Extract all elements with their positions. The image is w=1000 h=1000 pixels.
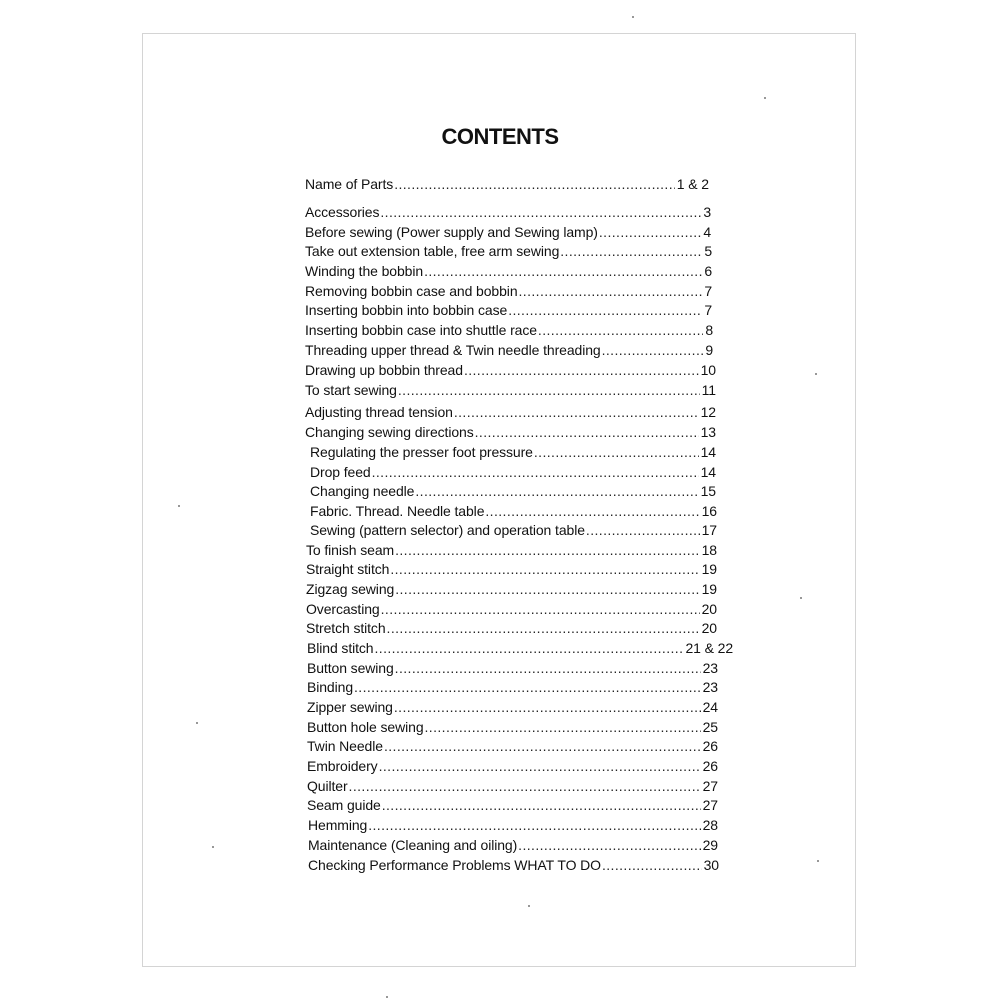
toc-entry-label: Zigzag sewing: [306, 581, 395, 597]
toc-entry-label: Drawing up bobbin thread: [305, 362, 463, 378]
scan-speck: [817, 860, 819, 862]
toc-entry-page: 17: [701, 522, 717, 538]
toc-entry-label: Stretch stitch: [306, 620, 386, 636]
toc-entry-page: 26: [702, 758, 718, 774]
dot-leader: [415, 483, 698, 499]
dot-leader: [395, 581, 699, 597]
dot-leader: [368, 817, 700, 833]
dot-leader: [485, 503, 699, 519]
toc-entry: [308, 817, 718, 837]
toc-entry-label: Sewing (pattern selector) and operation table: [310, 522, 585, 538]
dot-leader: [518, 837, 700, 853]
dot-leader: [372, 464, 699, 480]
dot-leader: [394, 176, 675, 192]
toc-entry-label: Inserting bobbin case into shuttle race: [305, 322, 537, 338]
toc-entry-page: 19: [701, 561, 717, 577]
toc-entry: [307, 640, 733, 660]
dot-leader: [382, 797, 701, 813]
dot-leader: [380, 204, 701, 220]
toc-entry-page: 3: [703, 204, 711, 220]
toc-entry: [310, 464, 716, 484]
scan-speck: [632, 16, 634, 18]
toc-entry: [305, 424, 716, 444]
toc-entry-label: Button hole sewing: [307, 719, 424, 735]
toc-entry-page: 27: [702, 778, 718, 794]
toc-entry-page: 19: [701, 581, 717, 597]
toc-entry-page: 16: [701, 503, 717, 519]
toc-entry-page: 7: [704, 302, 712, 318]
toc-entry-label: Changing needle: [310, 483, 415, 499]
toc-entry-page: 6: [704, 263, 712, 279]
toc-entry-label: Fabric. Thread. Needle table: [310, 503, 485, 519]
dot-leader: [375, 640, 684, 656]
toc-entry: [306, 561, 717, 581]
toc-entry-label: Removing bobbin case and bobbin: [305, 283, 518, 299]
toc-entry: [307, 699, 718, 719]
toc-entry-page: 23: [702, 660, 718, 676]
toc-entry-label: Threading upper thread & Twin needle threading: [305, 342, 601, 358]
toc-entry-label: Regulating the presser foot pressure: [310, 444, 533, 460]
dot-leader: [424, 263, 702, 279]
dot-leader: [475, 424, 699, 440]
toc-entry-page: 25: [702, 719, 718, 735]
toc-entry-label: Zipper sewing: [307, 699, 393, 715]
dot-leader: [387, 620, 700, 636]
dot-leader: [395, 660, 701, 676]
toc-entry-page: 1 & 2: [676, 176, 709, 192]
toc-entry-label: To start sewing: [305, 382, 397, 398]
toc-entry-page: 21 & 22: [685, 640, 733, 656]
toc-entry-label: Drop feed: [310, 464, 371, 480]
toc-entry-label: Maintenance (Cleaning and oiling): [308, 837, 518, 853]
toc-entry: [305, 382, 716, 402]
toc-entry-page: 14: [700, 444, 716, 460]
dot-leader: [398, 382, 700, 398]
toc-entry: [305, 176, 709, 196]
toc-entry-label: Name of Parts: [305, 176, 394, 192]
toc-entry: [307, 758, 718, 778]
toc-entry: [305, 263, 712, 283]
toc-entry: [306, 542, 717, 562]
toc-entry-label: Blind stitch: [307, 640, 374, 656]
dot-leader: [349, 778, 701, 794]
scan-speck: [764, 97, 766, 99]
toc-entry: [307, 797, 718, 817]
toc-entry: [305, 362, 716, 382]
dot-leader: [538, 322, 703, 338]
toc-entry: [305, 283, 712, 303]
toc-entry-label: Seam guide: [307, 797, 381, 813]
toc-entry-label: To finish seam: [306, 542, 395, 558]
toc-entry-page: 27: [702, 797, 718, 813]
toc-entry-label: Twin Needle: [307, 738, 383, 754]
toc-entry-page: 4: [703, 224, 711, 240]
toc-entry-page: 13: [700, 424, 716, 440]
dot-leader: [508, 302, 702, 318]
dot-leader: [425, 719, 701, 735]
toc-entry-page: 28: [702, 817, 718, 833]
scan-speck: [386, 996, 388, 998]
dot-leader: [454, 404, 699, 420]
toc-entry-page: 7: [704, 283, 712, 299]
toc-entry-label: Straight stitch: [306, 561, 390, 577]
toc-entry: [307, 719, 718, 739]
toc-entry-page: 29: [702, 837, 718, 853]
toc-entry: [305, 224, 711, 244]
dot-leader: [534, 444, 699, 460]
toc-entry-page: 20: [701, 620, 717, 636]
toc-entry-label: Adjusting thread tension: [305, 404, 453, 420]
toc-entry: [307, 660, 718, 680]
toc-entry-page: 5: [704, 243, 712, 259]
toc-entry-label: Accessories: [305, 204, 380, 220]
toc-entry-label: Binding: [307, 679, 354, 695]
toc-entry-label: Embroidery: [307, 758, 378, 774]
toc-entry: [310, 483, 716, 503]
dot-leader: [379, 758, 701, 774]
toc-entry: [305, 342, 713, 362]
scan-speck: [815, 373, 817, 375]
toc-entry: [307, 738, 718, 758]
toc-entry: [305, 404, 716, 424]
toc-entry-label: Checking Performance Problems WHAT TO DO: [308, 857, 601, 873]
dot-leader: [464, 362, 699, 378]
toc-entry-page: 14: [700, 464, 716, 480]
dot-leader: [390, 561, 699, 577]
toc-entry: [305, 302, 712, 322]
toc-entry-label: Winding the bobbin: [305, 263, 424, 279]
scan-speck: [528, 905, 530, 907]
dot-leader: [381, 601, 700, 617]
dot-leader: [602, 857, 702, 873]
toc-entry-label: Take out extension table, free arm sewing: [305, 243, 560, 259]
toc-entry: [306, 581, 717, 601]
dot-leader: [599, 224, 701, 240]
toc-entry-page: 12: [700, 404, 716, 420]
toc-entry-label: Inserting bobbin into bobbin case: [305, 302, 508, 318]
page-title: CONTENTS: [441, 124, 559, 149]
dot-leader: [395, 542, 700, 558]
dot-leader: [586, 522, 700, 538]
toc-entry: [307, 778, 718, 798]
toc-entry: [305, 204, 711, 224]
dot-leader: [560, 243, 702, 259]
dot-leader: [519, 283, 703, 299]
dot-leader: [354, 679, 701, 695]
scan-speck: [212, 846, 214, 848]
toc-entry-page: 24: [702, 699, 718, 715]
toc-entry-page: 11: [701, 382, 716, 398]
toc-entry: [307, 679, 718, 699]
toc-entry: [310, 503, 717, 523]
toc-entry: [308, 837, 718, 857]
dot-leader: [602, 342, 704, 358]
toc-entry: [305, 322, 713, 342]
dot-leader: [394, 699, 701, 715]
toc-entry: [306, 601, 717, 621]
scan-speck: [178, 505, 180, 507]
scan-speck: [800, 597, 802, 599]
toc-entry-label: Button sewing: [307, 660, 394, 676]
toc-entry-page: 9: [705, 342, 713, 358]
scan-speck: [196, 722, 198, 724]
toc-entry: [308, 857, 719, 877]
toc-entry-label: Hemming: [308, 817, 368, 833]
dot-leader: [384, 738, 701, 754]
toc-entry: [306, 620, 717, 640]
toc-entry-label: Before sewing (Power supply and Sewing lamp): [305, 224, 598, 240]
toc-entry-page: 8: [705, 322, 713, 338]
toc-entry-page: 15: [700, 483, 716, 499]
toc-entry-label: Overcasting: [306, 601, 380, 617]
toc-entry-page: 10: [700, 362, 716, 378]
toc-entry-page: 18: [701, 542, 717, 558]
toc-entry: [305, 243, 712, 263]
toc-entry-page: 23: [702, 679, 718, 695]
toc-entry: [310, 444, 716, 464]
toc-entry-page: 20: [701, 601, 717, 617]
toc-entry: [310, 522, 717, 542]
toc-entry-label: Quilter: [307, 778, 348, 794]
toc-entry-page: 30: [703, 857, 719, 873]
toc-entry-page: 26: [702, 738, 718, 754]
toc-entry-label: Changing sewing directions: [305, 424, 474, 440]
